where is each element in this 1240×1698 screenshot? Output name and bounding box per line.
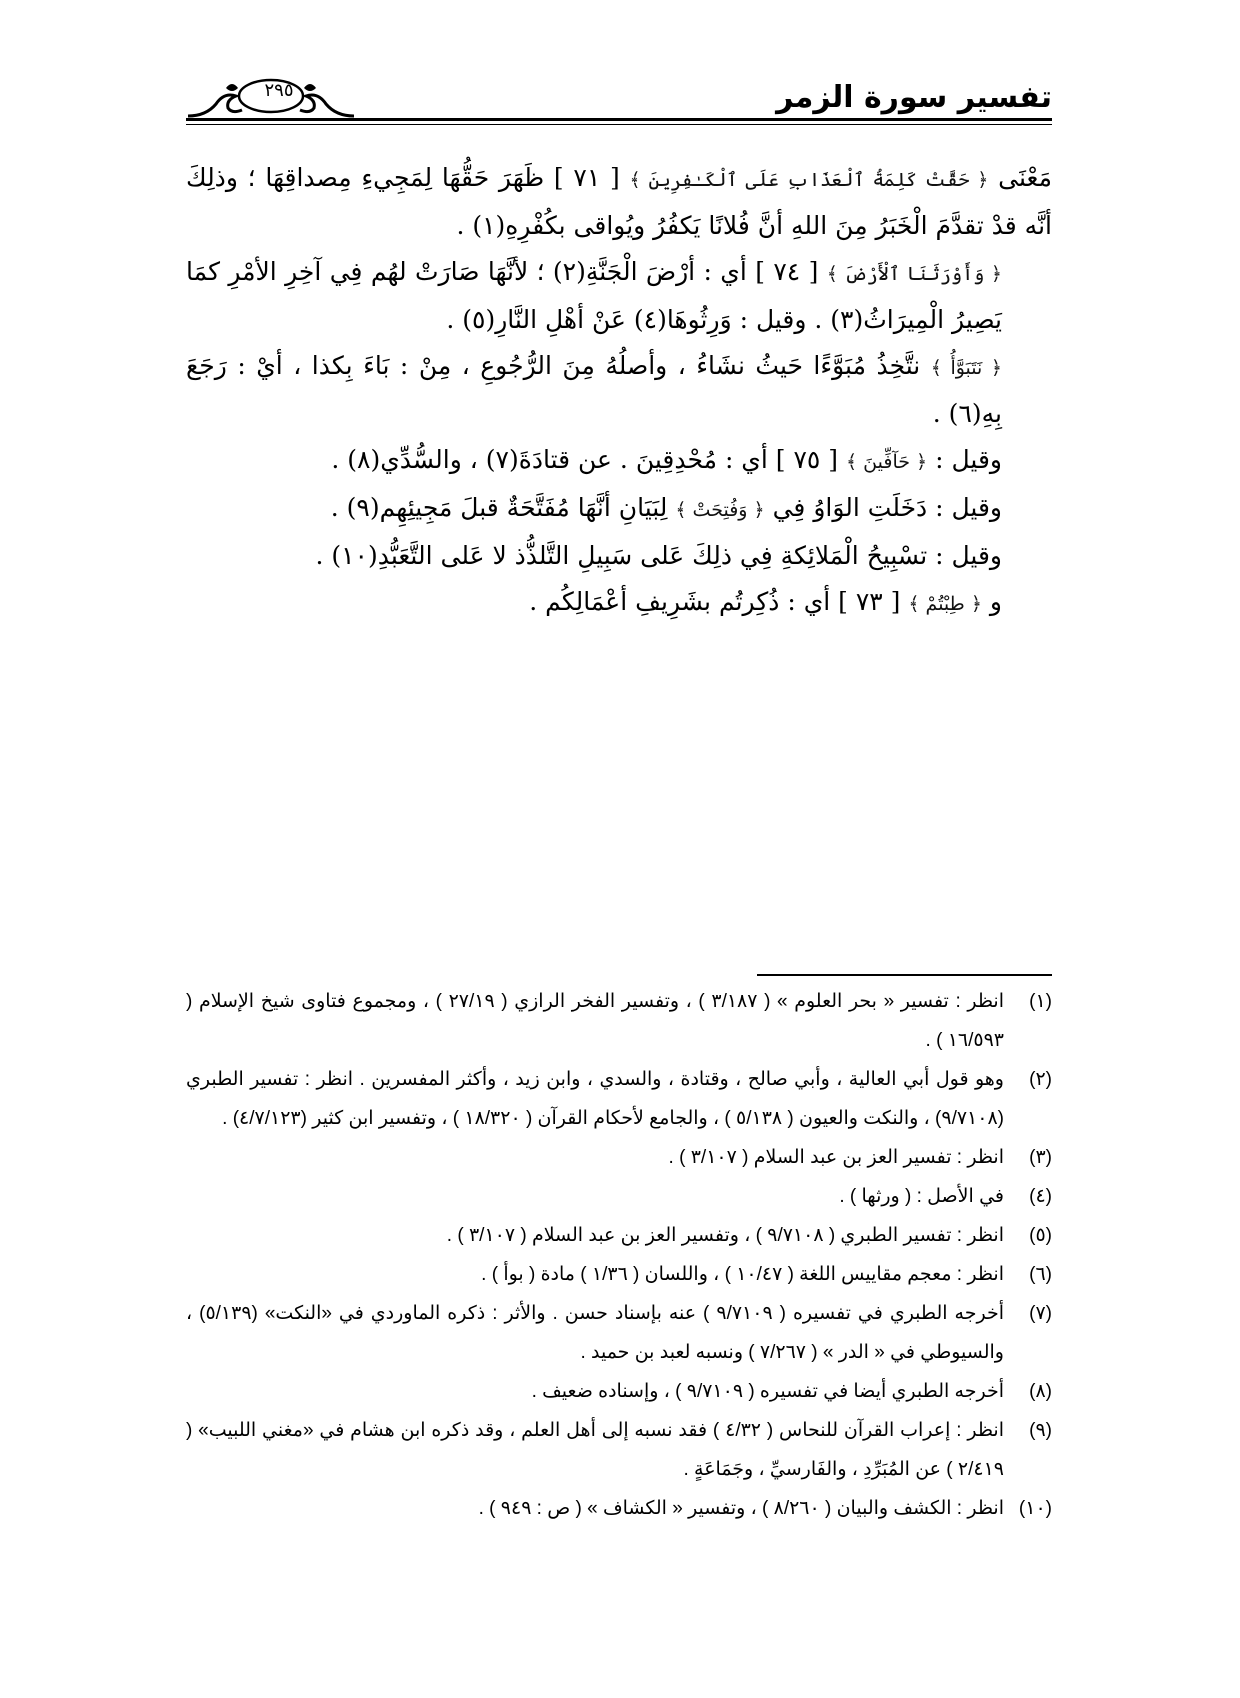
body-paragraph-6 bbox=[186, 533, 1052, 579]
body-text-run: و bbox=[981, 587, 1002, 616]
body-paragraph-3 bbox=[186, 343, 1052, 437]
footnote-text: انظر : تفسير « بحر العلوم » ( ٣/١٨٧ ) ، وتفسير الفخر الرازي ( ٢٧/١٩ ) ، ومجموع فتاوى شيخ الإسلام ( ١٦/٥٩٣ ) . bbox=[186, 991, 1004, 1051]
quran-quote: ﴿ حَآفِّينَ ﴾ bbox=[846, 451, 928, 473]
body-text-run: لِبَيَانِ أنَّهَا مُفَتَّحَةٌ قبلَ مَجِيئِهِم(٩) . bbox=[330, 493, 676, 522]
footnote-number: (٥) bbox=[1029, 1225, 1052, 1246]
body-text-run: وقيل : دَخَلَتِ الوَاوُ فِي bbox=[764, 493, 1002, 522]
footnote bbox=[186, 1372, 1052, 1411]
footnote-number: (٧) bbox=[1029, 1303, 1052, 1324]
footnote bbox=[186, 1294, 1052, 1372]
footnotes bbox=[186, 982, 1052, 1528]
footnote-number: (٤) bbox=[1029, 1186, 1052, 1207]
footnote-number: (٣) bbox=[1029, 1147, 1052, 1168]
body-text-run: [ ٧٤ ] أي : أرْضَ الْجَنَّةِ(٢) ؛ لأنَّهَا صَارَتْ لهُم فِي آخِرِ الأمْرِ كمَا يَصِيرُ الْمِيرَاثُ(٣) . وقيل : وَرِثُوهَا(٤) عَنْ أهْلِ النَّارِ(٥) . bbox=[186, 257, 1002, 334]
footnote bbox=[186, 1411, 1052, 1489]
body-text-run: وقيل : bbox=[927, 445, 1002, 474]
body-text-run: نتَّخِذُ مُبَوَّءًا حَيثُ نشَاءُ ، وأصلُهُ مِنَ الرُّجُوعِ ، مِنْ : بَاءَ بِكذا ، أيْ : رَجَعَ بِهِ(٦) . bbox=[186, 351, 1002, 428]
body-text-run: مَعْنَى bbox=[988, 163, 1052, 192]
footnote-number: (٩) bbox=[1029, 1420, 1052, 1441]
header-rule bbox=[186, 118, 1052, 121]
quran-quote: ﴿ طِبْتُمْ ﴾ bbox=[908, 593, 982, 615]
body-text bbox=[186, 155, 1052, 627]
footnote-text: انظر : تفسير العز بن عبد السلام ( ٣/١٠٧ ) . bbox=[668, 1147, 1004, 1168]
quran-quote: ﴿ وَفُتِحَتْ ﴾ bbox=[675, 499, 765, 521]
body-paragraph-7 bbox=[186, 579, 1052, 627]
footnote bbox=[186, 1138, 1052, 1177]
footnote-text: انظر : إعراب القرآن للنحاس ( ٤/٣٢ ) فقد نسبه إلى أهل العلم ، وقد ذكره ابن هشام في «مغني اللبيب» ( ٢/٤١٩ ) عن المُبَرِّدِ ، والفَارسيِّ ، وجَمَاعَةٍ . bbox=[186, 1420, 1004, 1480]
footnote bbox=[186, 982, 1052, 1060]
footnote bbox=[186, 1255, 1052, 1294]
body-paragraph-4 bbox=[186, 437, 1052, 485]
quran-quote: ﴿ نَتَبَوَّأُ ﴾ bbox=[930, 357, 1003, 379]
footnote-number: (٦) bbox=[1029, 1264, 1052, 1285]
footnote-text: انظر : تفسير الطبري ( ٩/٧١٠٨ ) ، وتفسير العز بن عبد السلام ( ٣/١٠٧ ) . bbox=[446, 1225, 1004, 1246]
body-text-run: وقيل : تسْبِيحُ الْمَلائِكةِ فِي ذلِكَ عَلى سَبِيلِ التَّلذُّذ لا عَلى التَّعَبُّدِ(١٠) . bbox=[315, 541, 1002, 570]
body-text-run: [ ٧٥ ] أي : مُحْدِقِينَ . عن قتادَةَ(٧) ، والسُّدِّي(٨) . bbox=[331, 445, 846, 474]
footnote-text: في الأصل : ( ورثها ) . bbox=[839, 1186, 1004, 1207]
quran-quote: ﴿ وَأَوْرَثَنَا ٱلْأَرْضَ ﴾ bbox=[826, 263, 1002, 285]
footnote-separator bbox=[757, 974, 1052, 976]
footnote-number: (٢) bbox=[1029, 1069, 1052, 1090]
footnote-text: أخرجه الطبري أيضا في تفسيره ( ٩/٧١٠٩ ) ، وإسناده ضعيف . bbox=[531, 1381, 1004, 1402]
footnote-text: انظر : معجم مقاييس اللغة ( ١٠/٤٧ ) ، واللسان ( ١/٣٦ ) مادة ( بوأ ) . bbox=[481, 1264, 1004, 1285]
footnote-text: أخرجه الطبري في تفسيره ( ٩/٧١٠٩ ) عنه بإسناد حسن . والأثر : ذكره الماوردي في «النكت» (٥/١٣٩) ، والسيوطي في « الدر » ( ٧/٢٦٧ ) ونسبه لعبد بن حميد . bbox=[186, 1303, 1004, 1363]
header-rule-thin bbox=[186, 124, 1052, 125]
running-header-title: تفسير سورة الزمر bbox=[776, 80, 1052, 115]
body-text-run: [ ٧٣ ] أي : ذُكِرتُم بشَرِيفِ أعْمَالِكُم . bbox=[529, 587, 909, 616]
quran-quote: ﴿ حَقَّتْ كَلِمَةُ ٱلْعَذَابِ عَلَى ٱلْكَـٰفِرِينَ ﴾ bbox=[629, 169, 989, 191]
footnote bbox=[186, 1216, 1052, 1255]
page-number: ٢٩٥ bbox=[264, 80, 294, 101]
footnote-number: (٨) bbox=[1029, 1381, 1052, 1402]
footnote-text: انظر : الكشف والبيان ( ٨/٢٦٠ ) ، وتفسير « الكشاف » ( ص : ٩٤٩ ) . bbox=[478, 1498, 1004, 1519]
footnote bbox=[186, 1489, 1052, 1528]
footnote bbox=[186, 1177, 1052, 1216]
body-text-run: [ ٧١ ] ظَهَرَ حَقُّهَا لِمَجِيءِ مِصداقِهَا ؛ وذلِكَ أنَّه قدْ تقدَّمَ الْخَبَرُ مِنَ اللهِ أنَّ فُلانًا يَكفُرُ ويُواقى بكُفْرِهِ(١) . bbox=[186, 163, 1052, 240]
footnote-text: وهو قول أبي العالية ، وأبي صالح ، وقتادة ، والسدي ، وابن زيد ، وأكثر المفسرين . انظر : تفسير الطبري (٩/٧١٠٨) ، والنكت والعيون ( ٥/١٣٨ ) ، والجامع لأحكام القرآن ( ١٨/٣٢٠ ) ، وتفسير ابن كثير (٤/٧/١٢٣) . bbox=[186, 1069, 1004, 1129]
body-paragraph-1 bbox=[186, 155, 1052, 249]
footnote-number: (١٠) bbox=[1018, 1498, 1052, 1519]
body-paragraph-5 bbox=[186, 485, 1052, 533]
footnote bbox=[186, 1060, 1052, 1138]
footnote-number: (١) bbox=[1029, 991, 1052, 1012]
body-paragraph-2 bbox=[186, 249, 1052, 343]
